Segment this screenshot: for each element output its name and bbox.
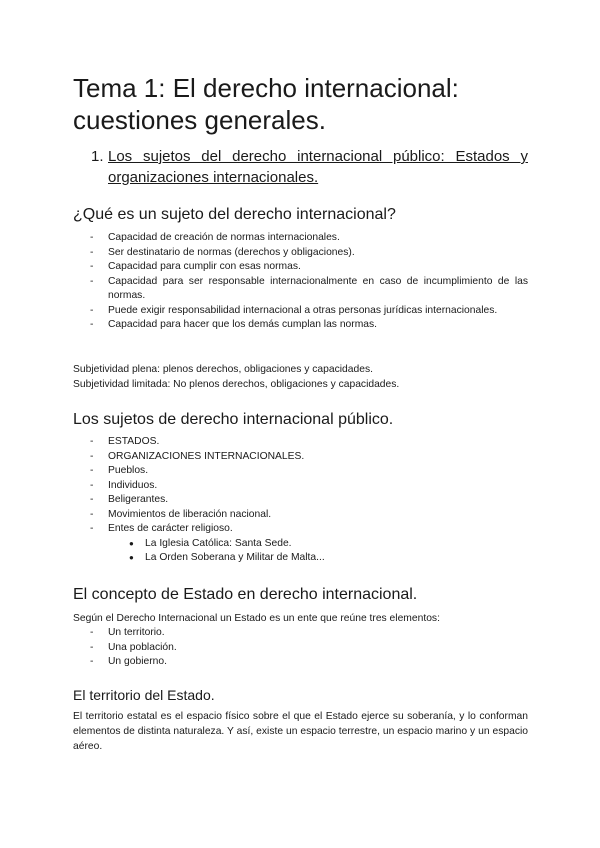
page-title: Tema 1: El derecho internacional: cuestiones generales.: [73, 73, 459, 135]
list-item: - Un gobierno.: [90, 656, 167, 667]
list-item: - Capacidad para hacer que los demás cumplan las normas.: [90, 319, 378, 330]
subjetividad-plena: Subjetividad plena: plenos derechos, obligaciones y capacidades.: [73, 364, 373, 375]
list-item: - Pueblos.: [90, 465, 149, 476]
estado-intro: Según el Derecho Internacional un Estado es un ente que reúne tres elementos:: [73, 613, 440, 624]
list-item: - Ser destinatario de normas (derechos y obligaciones).: [90, 246, 355, 258]
list-item: - Individuos.: [90, 479, 158, 491]
numbered-heading-text: Los sujetos del derecho internacional público: Estados y organizaciones internacionales.: [108, 148, 528, 186]
list-item: - Capacidad para cumplir con esas normas.: [90, 261, 301, 272]
subjetividad-limitada: Subjetividad limitada: No plenos derechos, obligaciones y capacidades.: [73, 379, 400, 390]
list-item: - Beligerantes.: [90, 494, 169, 505]
entes-religiosos-list: [108, 537, 528, 566]
list-item: ● La Orden Soberana y Militar de Malta...: [129, 552, 325, 563]
list-item: - Una población.: [90, 641, 177, 653]
list-item: - Movimientos de liberación nacional.: [90, 508, 272, 520]
estado-elementos-list: [90, 626, 528, 670]
list-item: - Capacidad de creación de normas internacionales.: [90, 232, 340, 243]
sujetos-list: [90, 435, 528, 566]
numbered-heading: [91, 146, 528, 188]
territorio-paragraph: El territorio estatal es el espacio físico sobre el que el Estado ejerce su soberanía, y lo conforman elementos de distinta naturaleza. Y así, existe un espacio terrestre, un espacio marino y un espacio aéreo.: [73, 711, 528, 752]
section-heading-sujeto: ¿Qué es un sujeto del derecho internacional?: [73, 206, 396, 223]
list-item: ● La Iglesia Católica: Santa Sede.: [129, 537, 292, 549]
sujeto-capacidades-list: [90, 231, 528, 333]
section-heading-estado: El concepto de Estado en derecho internacional.: [73, 586, 418, 603]
list-number: 1.: [91, 148, 104, 165]
list-item: - Puede exigir responsabilidad internacional a otras personas jurídicas internacionales.: [90, 304, 498, 316]
list-item: - Capacidad para ser responsable internacionalmente en caso de incumplimiento de las normas.: [90, 275, 528, 301]
list-item: - Un territorio.: [90, 627, 165, 638]
list-item: - ORGANIZACIONES INTERNACIONALES.: [90, 450, 305, 462]
list-item: - Entes de carácter religioso. ● La Iglesia Católica: Santa Sede. ● La Orden Soberana y Militar de Malta...: [90, 522, 528, 566]
section-heading-sujetos: Los sujetos de derecho internacional público.: [73, 411, 394, 428]
section-heading-territorio: El territorio del Estado.: [73, 687, 215, 703]
list-item: - ESTADOS.: [90, 436, 160, 447]
